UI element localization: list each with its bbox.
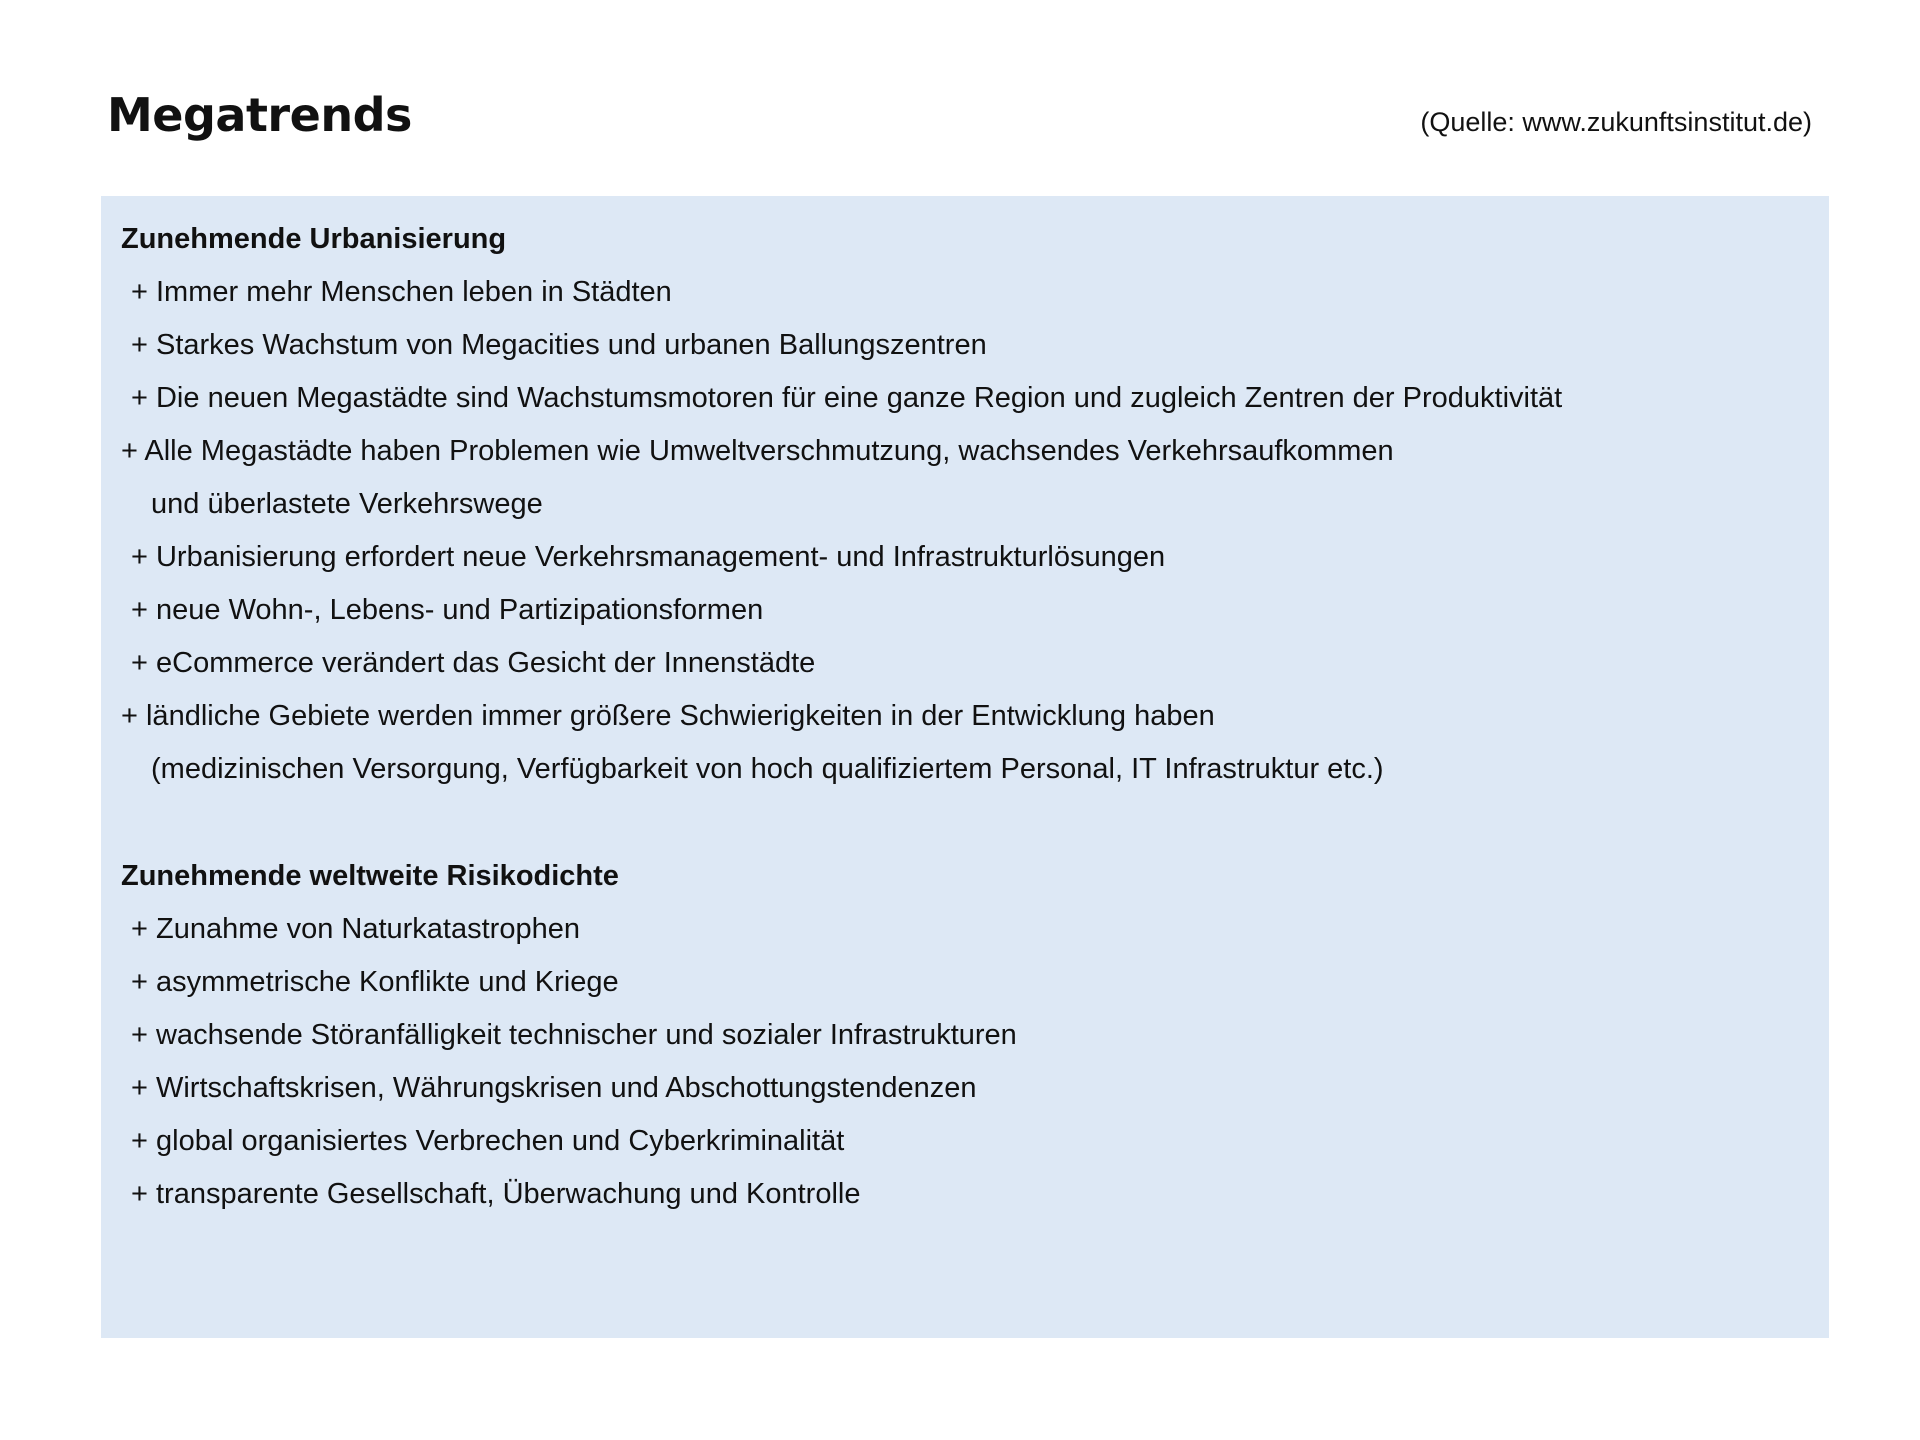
section-heading: Zunehmende Urbanisierung — [121, 223, 507, 255]
list-item: + eCommerce verändert das Gesicht der Innenstädte — [131, 647, 816, 679]
trend-list — [121, 903, 1809, 1221]
list-item: + asymmetrische Konflikte und Kriege — [131, 966, 619, 998]
list-item: + Immer mehr Menschen leben in Städten — [131, 276, 672, 308]
trend-list — [121, 266, 1809, 796]
list-item: + wachsende Störanfälligkeit technischer und sozialer Infrastrukturen — [131, 1019, 1017, 1051]
list-item: + Die neuen Megastädte sind Wachstumsmotoren für eine ganze Region und zugleich Zentren der Produktivität — [131, 382, 1563, 414]
list-item: + Starkes Wachstum von Megacities und urbanen Ballungszentren — [131, 329, 987, 361]
list-item: + Wirtschaftskrisen, Währungskrisen und Abschottungstendenzen — [131, 1072, 977, 1104]
section-heading: Zunehmende weltweite Risikodichte — [121, 860, 619, 892]
section-risikodichte — [121, 850, 1809, 1221]
list-item-continuation: (medizinischen Versorgung, Verfügbarkeit von hoch qualifiziertem Personal, IT Infrastruktur etc.) — [151, 753, 1384, 785]
section-urbanisierung — [121, 213, 1809, 796]
source-note: (Quelle: www.zukunftsinstitut.de) — [1420, 107, 1812, 137]
list-item-continuation: und überlastete Verkehrswege — [151, 488, 543, 520]
list-item: + global organisiertes Verbrechen und Cyberkriminalität — [131, 1125, 845, 1157]
page-title: Megatrends — [107, 88, 412, 142]
list-item: + neue Wohn-, Lebens- und Partizipationsformen — [131, 594, 764, 626]
list-item: + Alle Megastädte haben Problemen wie Umweltverschmutzung, wachsendes Verkehrsaufkommen — [121, 435, 1394, 467]
list-item: + transparente Gesellschaft, Überwachung und Kontrolle — [131, 1178, 861, 1210]
list-item: + Urbanisierung erfordert neue Verkehrsmanagement- und Infrastrukturlösungen — [131, 541, 1166, 573]
megatrends-panel — [101, 196, 1829, 1338]
list-item: + ländliche Gebiete werden immer größere Schwierigkeiten in der Entwicklung haben — [121, 700, 1215, 732]
list-item: + Zunahme von Naturkatastrophen — [131, 913, 580, 945]
